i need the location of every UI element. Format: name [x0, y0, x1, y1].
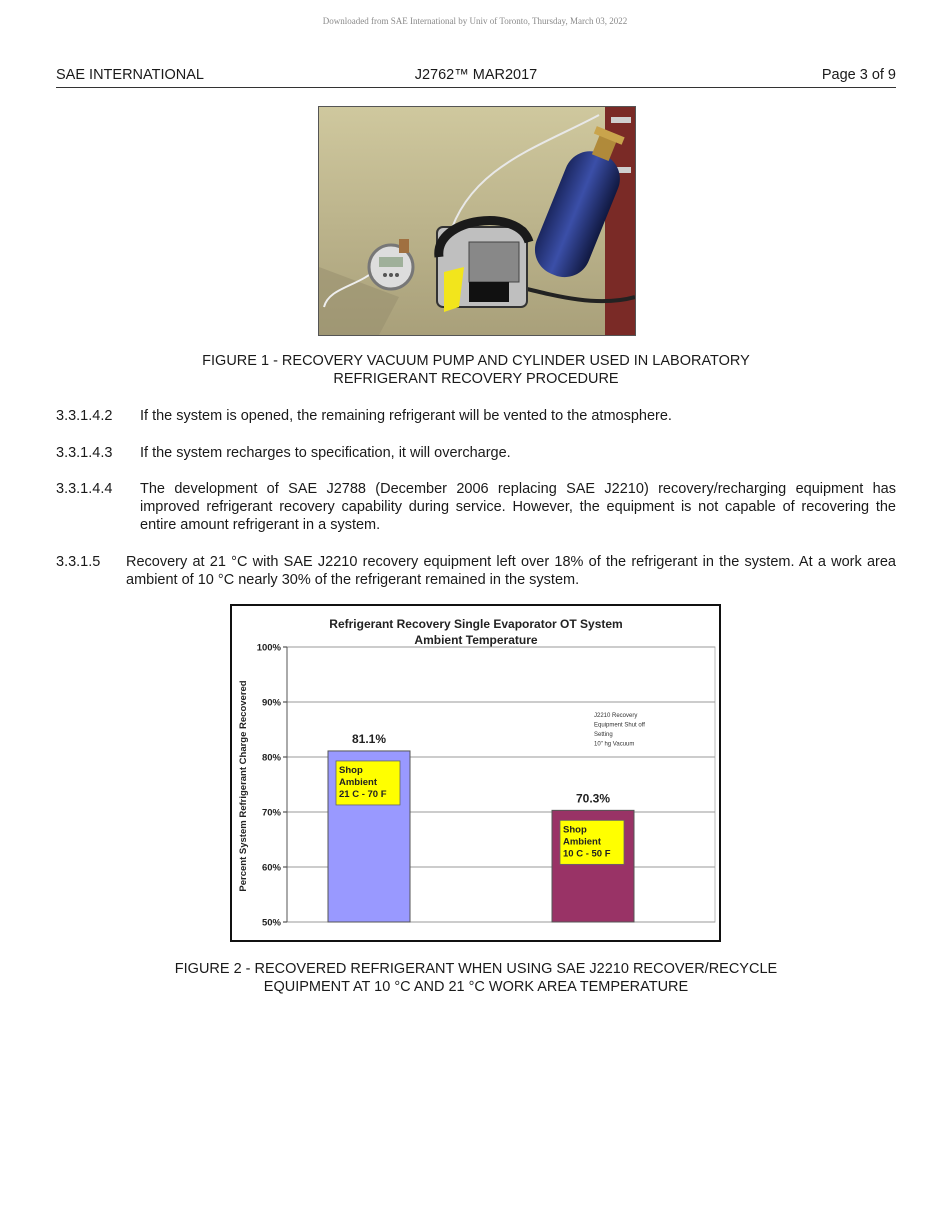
chart-bar-annotation-line: Ambient: [339, 776, 377, 788]
page-header: [56, 67, 896, 88]
chart-note-line: Equipment Shut off: [594, 722, 645, 729]
header-page-number: Page 3 of 9: [821, 67, 896, 83]
figure1-caption-line2: REFRIGERANT RECOVERY PROCEDURE: [333, 371, 619, 387]
download-notice: Downloaded from SAE International by Univ of Toronto, Thursday, March 03, 2022: [322, 16, 628, 26]
figure2-caption-line1: FIGURE 2 - RECOVERED REFRIGERANT WHEN USING SAE J2210 RECOVER/RECYCLE: [174, 961, 778, 977]
chart-note-line: Setting: [594, 732, 613, 738]
section-3-3-1-4-2: [56, 407, 896, 425]
figure2-caption-line2: EQUIPMENT AT 10 °C AND 21 °C WORK AREA TEMPERATURE: [263, 979, 689, 995]
figure2-chart: [230, 604, 721, 942]
chart-y-tick-label: 50%: [261, 917, 281, 929]
chart-y-tick-label: 100%: [256, 642, 281, 654]
recovery-equipment-illustration: [319, 107, 635, 335]
chart-y-axis-label: Percent System Refrigerant Charge Recovered: [238, 680, 249, 892]
chart-bar-annotation-line: Shop: [339, 764, 363, 776]
figure1-caption: [56, 352, 896, 388]
section-text: If the system is opened, the remaining refrigerant will be vented to the atmosphere.: [140, 408, 672, 424]
section-text: If the system recharges to specification, it will overcharge.: [140, 445, 511, 461]
section-number: 3.3.1.4.4: [56, 481, 113, 497]
section-text: The development of SAE J2788 (December 2006 replacing SAE J2210) recovery/recharging equipment has improved refrigerant recovery capability during service. However, the equipment is not capable of recovering the entire amount refrigerant in a system.: [140, 481, 896, 533]
chart-title: Refrigerant Recovery Single Evaporator OT System: [329, 617, 623, 631]
chart-data-label: 70.3%: [575, 791, 611, 806]
section-number: 3.3.1.4.2: [56, 408, 113, 424]
chart-bar-annotation-line: Ambient: [563, 836, 601, 848]
section-text: Recovery at 21 °C with SAE J2210 recovery equipment left over 18% of the refrigerant in the system. At a work area ambient of 10 °C nearly 30% of the refrigerant remained in the system.: [126, 554, 896, 588]
chart-bar-annotation-line: Shop: [563, 824, 587, 836]
chart-note-line: 10" hg Vacuum: [594, 741, 635, 748]
header-document-id: J2762™ MAR2017: [414, 67, 538, 83]
chart-subtitle: Ambient Temperature: [414, 633, 538, 647]
chart-y-tick-label: 70%: [261, 807, 281, 819]
figure1-photo: [318, 106, 636, 336]
figure1-caption-line1: FIGURE 1 - RECOVERY VACUUM PUMP AND CYLINDER USED IN LABORATORY: [202, 353, 750, 369]
chart-y-tick-label: 90%: [261, 697, 281, 709]
chart-bar-annotation-line: 21 C - 70 F: [339, 788, 387, 800]
header-organization: SAE INTERNATIONAL: [56, 67, 204, 83]
section-3-3-1-4-3: [56, 444, 896, 462]
section-number: 3.3.1.5: [56, 554, 101, 570]
chart-note-line: J2210 Recovery: [594, 713, 638, 719]
chart-data-label: 81.1%: [351, 731, 387, 746]
section-3-3-1-4-4: [56, 480, 896, 534]
chart-y-tick-label: 80%: [261, 752, 281, 764]
recovery-bar-chart: [232, 606, 719, 940]
section-3-3-1-5: [56, 553, 896, 589]
chart-bar-annotation-line: 10 C - 50 F: [563, 848, 611, 860]
figure2-caption: [56, 960, 896, 996]
section-number: 3.3.1.4.3: [56, 445, 113, 461]
chart-y-tick-label: 60%: [261, 862, 281, 874]
